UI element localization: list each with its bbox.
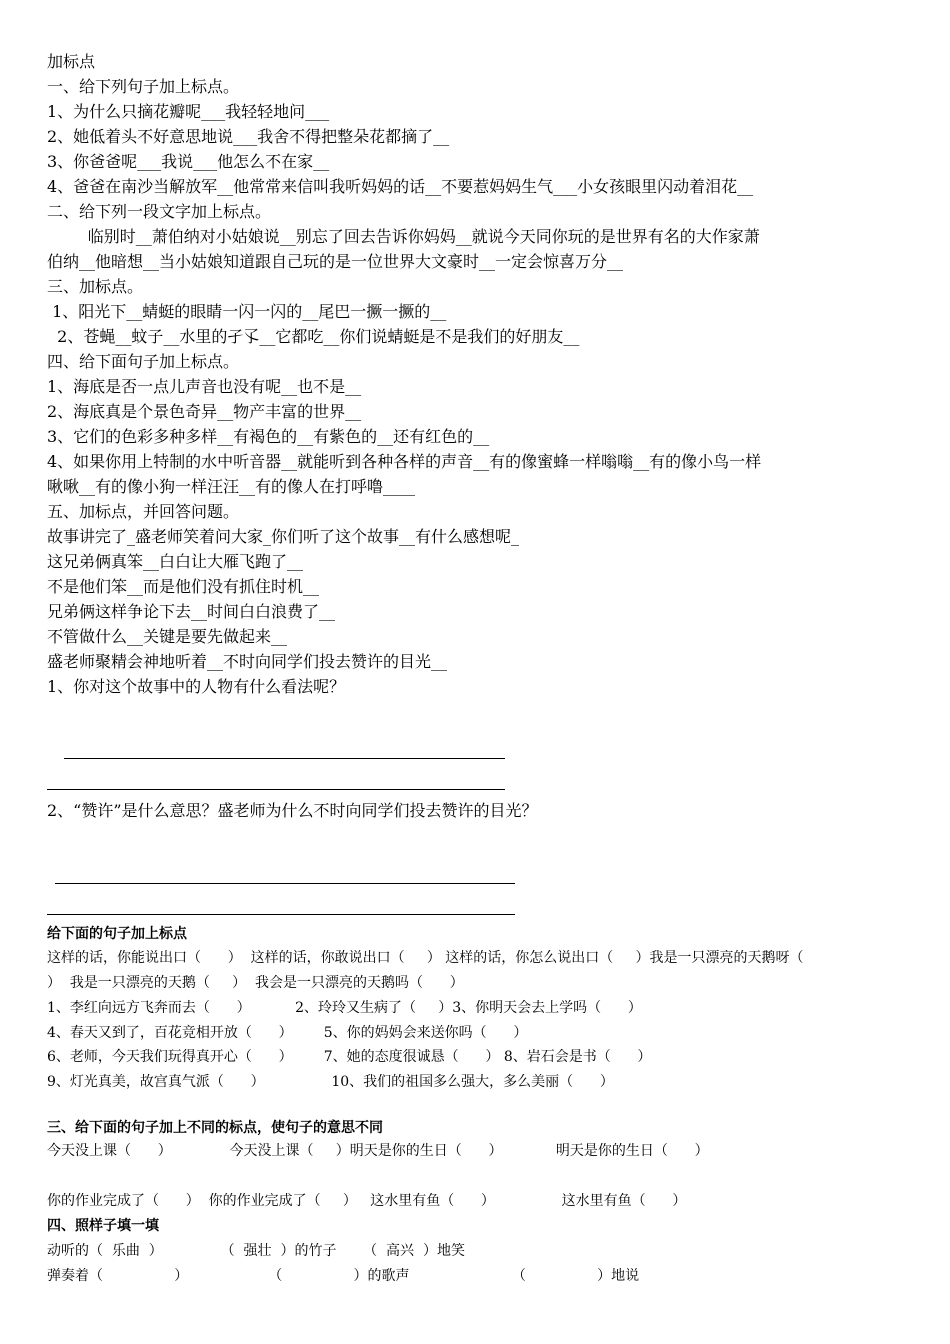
- exercise-line: 弹奏着（ ） （ ）的歌声 （ ）地说: [47, 1268, 640, 1284]
- section-heading: 五、加标点，并回答问题。: [47, 502, 240, 521]
- exercise-line: 盛老师聚精会神地听着__不时向同学们投去赞许的目光__: [47, 652, 448, 671]
- exercise-line: 今天没上课（ ） 今天没上课（ ）明天是你的生日（ ） 明天是你的生日（ ）: [47, 1143, 709, 1159]
- exercise-line: 3、你爸爸呢___我说___他怎么不在家__: [47, 152, 330, 171]
- exercise-line: 这兄弟俩真笨__白白让大雁飞跑了__: [47, 552, 304, 571]
- exercise-line: 不管做什么__关键是要先做起来__: [47, 627, 288, 646]
- exercise-line: 4、爸爸在南沙当解放军__他常常来信叫我听妈妈的话__不要惹妈妈生气___小女孩眼里闪动着泪花__: [47, 177, 754, 196]
- section-heading: 三、加标点。: [47, 277, 144, 296]
- exercise-line: 2、海底真是个景色奇异__物产丰富的世界__: [47, 402, 362, 421]
- question-2: 2、“赞许”是什么意思？盛老师为什么不时向同学们投去赞许的目光？: [47, 801, 538, 820]
- section-heading: 给下面的句子加上标点: [47, 926, 187, 942]
- exercise-line: 3、它们的色彩多种多样__有褐色的__有紫色的__还有红色的__: [47, 427, 490, 446]
- exercise-line: 伯纳__他暗想__当小姑娘知道跟自己玩的是一位世界大文豪时__一定会惊喜万分__: [47, 252, 624, 271]
- question-1: 1、你对这个故事中的人物有什么看法呢？: [47, 677, 346, 696]
- exercise-line: 6、老师，今天我们玩得真开心（ ） 7、她的态度很诚恳（ ） 8、岩石会是书（ ）: [47, 1049, 652, 1065]
- exercise-line: 1、为什么只摘花瓣呢___我轻轻地问___: [47, 102, 330, 121]
- exercise-line: 兄弟俩这样争论下去__时间白白浪费了__: [47, 602, 336, 621]
- section-heading: 一、给下列句子加上标点。: [47, 77, 240, 96]
- answer-line[interactable]: [47, 914, 515, 915]
- exercise-line: 临别时__萧伯纳对小姑娘说__别忘了回去告诉你妈妈__就说今天同你玩的是世界有名的大作家萧: [47, 227, 760, 246]
- answer-line[interactable]: [64, 758, 505, 759]
- exercise-line: 不是他们笨__而是他们没有抓住时机__: [47, 577, 320, 596]
- section-heading: 二、给下列一段文字加上标点。: [47, 202, 272, 221]
- exercise-line: 故事讲完了_盛老师笑着问大家_你们听了这个故事__有什么感想呢_: [47, 527, 520, 546]
- exercise-line: 1、阳光下__蜻蜓的眼睛一闪一闪的__尾巴一撅一撅的__: [47, 302, 447, 321]
- exercise-line: 1、李红向远方飞奔而去（ ） 2、玲玲又生病了（ ）3、你明天会去上学吗（ ）: [47, 1000, 642, 1016]
- exercise-line: 你的作业完成了（ ） 你的作业完成了（ ） 这水里有鱼（ ） 这水里有鱼（ ）: [47, 1193, 687, 1209]
- exercise-line: 动听的（ 乐曲 ） （ 强壮 ）的竹子 （ 高兴 ）地笑: [47, 1243, 465, 1259]
- section-heading: 四、给下面句子加上标点。: [47, 352, 240, 371]
- exercise-line: 1、海底是否一点儿声音也没有呢__也不是__: [47, 377, 362, 396]
- exercise-line: ） 我是一只漂亮的天鹅（ ） 我会是一只漂亮的天鹅吗（ ）: [47, 975, 464, 991]
- answer-line[interactable]: [47, 789, 505, 790]
- answer-line[interactable]: [55, 883, 515, 884]
- section-heading: 三、给下面的句子加上不同的标点，使句子的意思不同: [47, 1120, 383, 1136]
- exercise-line: 这样的话，你能说出口（ ） 这样的话，你敢说出口（ ） 这样的话，你怎么说出口（ ）我是一只漂亮的天鹅呀（: [47, 950, 804, 966]
- section-heading: 四、照样子填一填: [47, 1218, 159, 1234]
- exercise-line: 9、灯光真美，故宫真气派（ ） 10、我们的祖国多么强大，多么美丽（ ）: [47, 1074, 614, 1090]
- exercise-line: 4、如果你用上特制的水中听音器__就能听到各种各样的声音__有的像蜜蜂一样嗡嗡__有的像小鸟一样: [47, 452, 762, 471]
- exercise-line: 4、春天又到了，百花竞相开放（ ） 5、你的妈妈会来送你吗（ ）: [47, 1025, 528, 1041]
- exercise-line: 2、苍蝇__蚊子__水里的孑孓__它都吃__你们说蜻蜓是不是我们的好朋友__: [47, 327, 580, 346]
- exercise-line: 啾啾__有的像小狗一样汪汪__有的像人在打呼噜____: [47, 477, 416, 496]
- doc-title: 加标点: [47, 52, 96, 71]
- exercise-line: 2、她低着头不好意思地说___我舍不得把整朵花都摘了__: [47, 127, 450, 146]
